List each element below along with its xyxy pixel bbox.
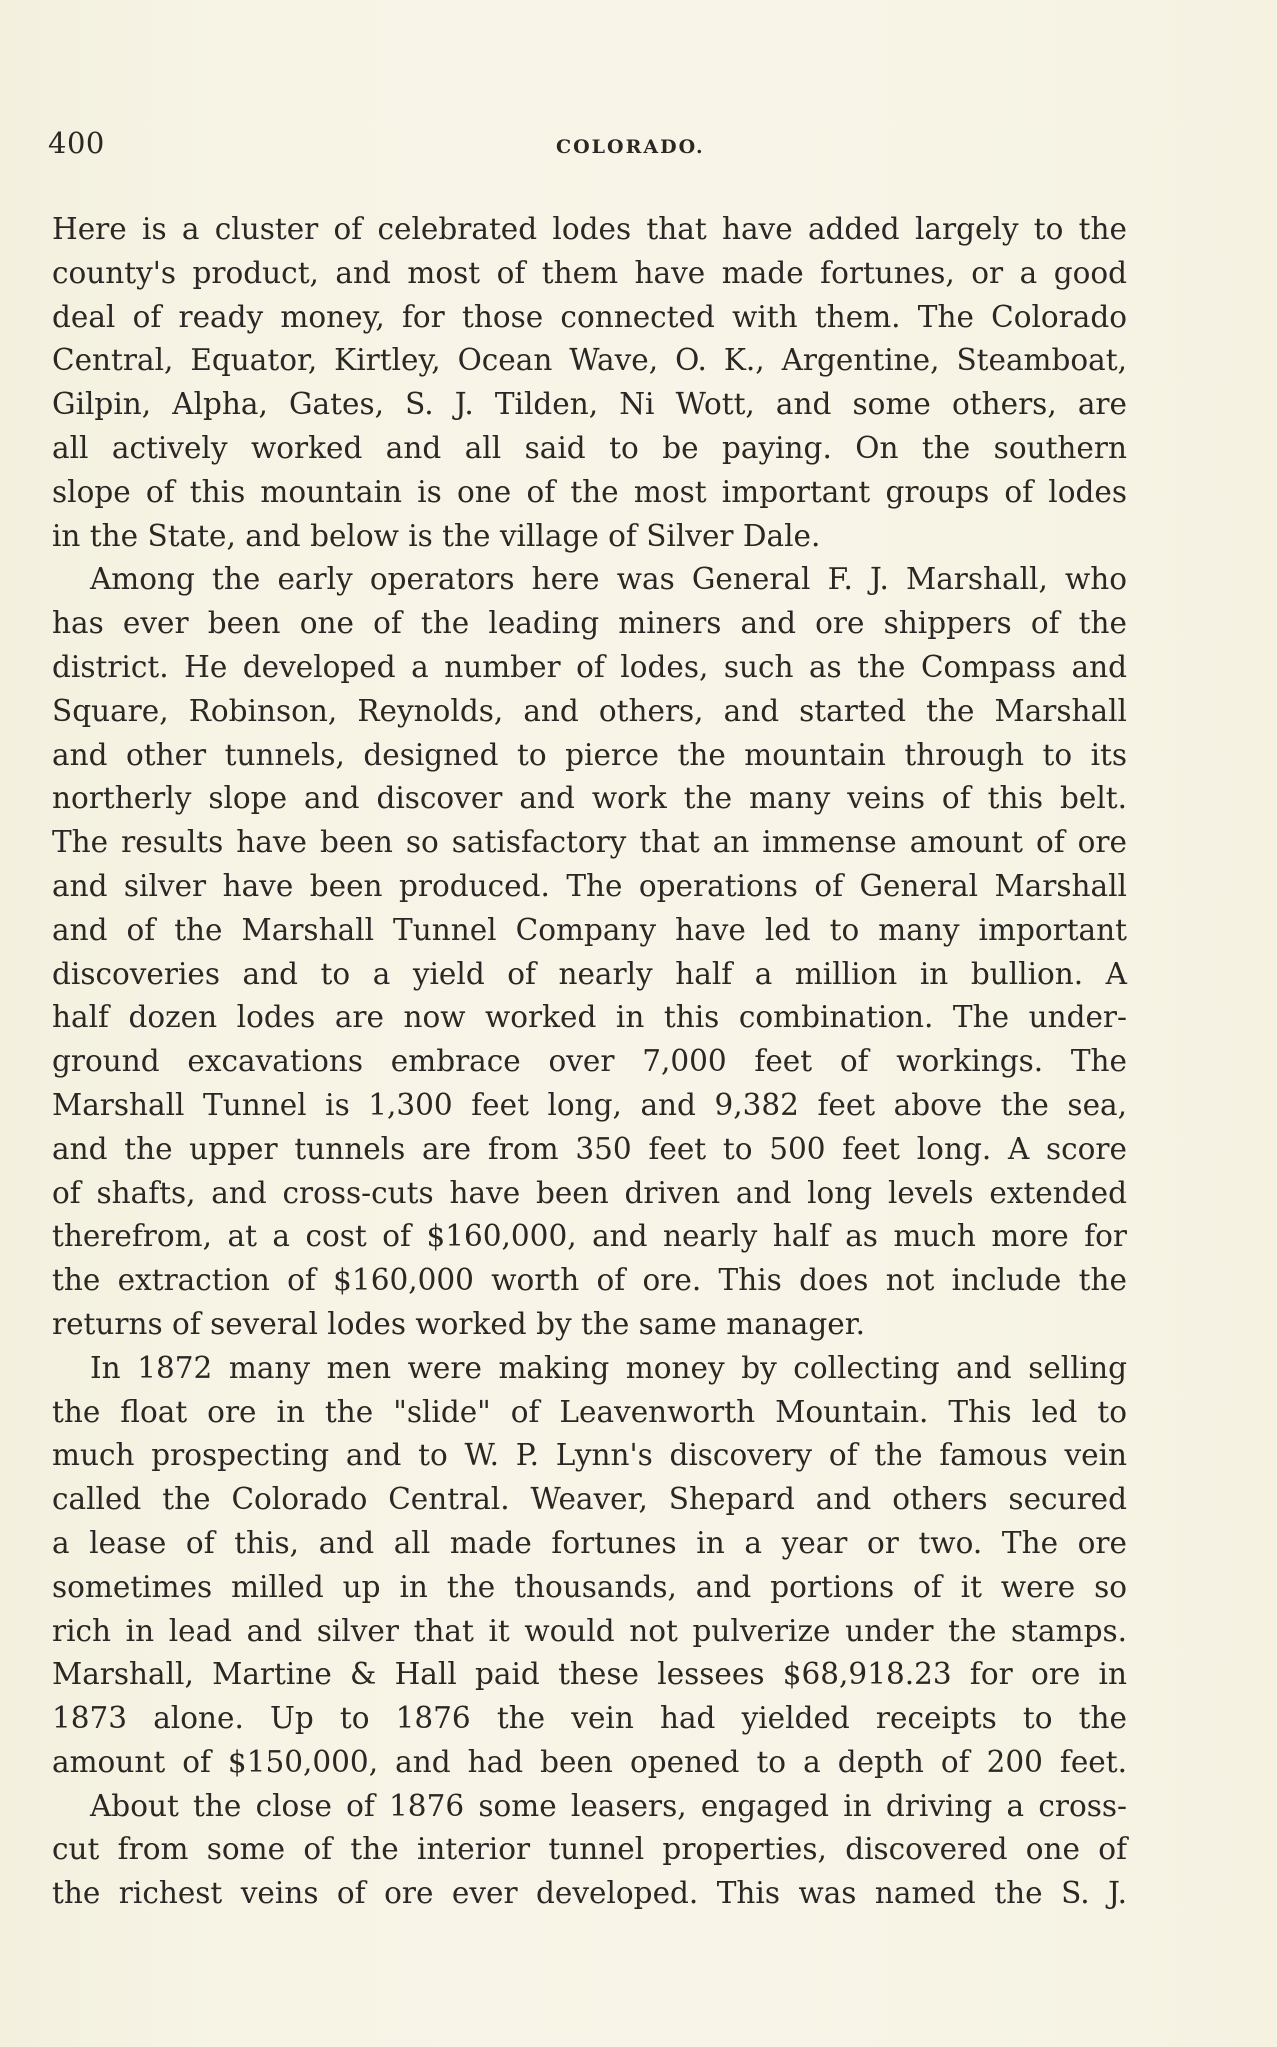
page-header [48,126,1108,166]
text-line: the richest veins of ore ever developed. This was named the S. J. [52,1876,1127,1911]
text-line: therefrom, at a cost of $160,000, and nearly half as much more for [52,1219,1127,1254]
text-line: sometimes milled up in the thousands, and portions of it were so [52,1569,1127,1604]
text-line: has ever been one of the leading miners and ore shippers of the [52,606,1127,641]
text-line: Central, Equator, Kirtley, Ocean Wave, O. K., Argentine, Steamboat, [52,343,1127,378]
text-line: 1873 alone. Up to 1876 the vein had yielded receipts to the [52,1701,1127,1736]
text-line: called the Colorado Central. Weaver, Shepard and others secured [52,1482,1127,1517]
text-line: Square, Robinson, Reynolds, and others, and started the Marshall [52,693,1127,728]
text-line: the float ore in the "slide" of Leavenworth Mountain. This led to [52,1394,1127,1429]
text-line: deal of ready money, for those connected with them. The Colorado [52,299,1127,334]
text-line: county's product, and most of them have made fortunes, or a good [52,255,1127,290]
text-line: a lease of this, and all made fortunes in a year or two. The ore [52,1525,1127,1560]
running-head: COLORADO. [556,136,705,158]
text-line: Marshall, Martine & Hall paid these lessees $68,918.23 for ore in [52,1657,1127,1692]
text-line: northerly slope and discover and work the many veins of this belt. [52,781,1127,816]
paragraph-start-line: About the close of 1876 some leasers, engaged in driving a cross- [90,1788,1127,1823]
text-line: and the upper tunnels are from 350 feet to 500 feet long. A score [52,1131,1127,1166]
text-line: The results have been so satisfactory that an immense amount of ore [52,825,1127,860]
text-line: Marshall Tunnel is 1,300 feet long, and 9,382 feet above the sea, [52,1087,1127,1122]
text-line: Here is a cluster of celebrated lodes that have added largely to the [52,212,1127,246]
text-line: and of the Marshall Tunnel Company have led to many important [52,912,1127,947]
paragraph-start-line: In 1872 many men were making money by collecting and selling [90,1350,1127,1385]
text-line: half dozen lodes are now worked in this combination. The under- [52,1000,1127,1035]
text-line: ground excavations embrace over 7,000 feet of workings. The [52,1044,1127,1079]
text-line: cut from some of the interior tunnel properties, discovered one of [52,1832,1127,1867]
page-number: 400 [48,126,105,160]
body-text [52,208,1127,1916]
paragraph-start-line: Among the early operators here was General F. J. Marshall, who [90,562,1127,597]
text-line: of shafts, and cross-cuts have been driven and long levels extended [52,1175,1127,1210]
text-line: Gilpin, Alpha, Gates, S. J. Tilden, Ni Wott, and some others, are [52,387,1127,422]
text-line: amount of $150,000, and had been opened to a depth of 200 feet. [52,1744,1127,1779]
text-line: rich in lead and silver that it would not pulverize under the stamps. [52,1613,1127,1648]
text-line: slope of this mountain is one of the most important groups of lodes [52,474,1127,509]
text-line: district. He developed a number of lodes, such as the Compass and [52,649,1127,684]
text-line: and silver have been produced. The operations of General Marshall [52,868,1127,903]
text-line: returns of several lodes worked by the same manager. [52,1306,865,1341]
text-line: much prospecting and to W. P. Lynn's discovery of the famous vein [52,1438,1127,1473]
text-line: discoveries and to a yield of nearly half a million in bullion. A [52,956,1127,991]
text-line: in the State, and below is the village of Silver Dale. [52,518,821,553]
text-line: all actively worked and all said to be paying. On the southern [52,430,1127,465]
text-line: and other tunnels, designed to pierce the mountain through to its [52,737,1127,772]
text-line: the extraction of $160,000 worth of ore. This does not include the [52,1263,1127,1298]
